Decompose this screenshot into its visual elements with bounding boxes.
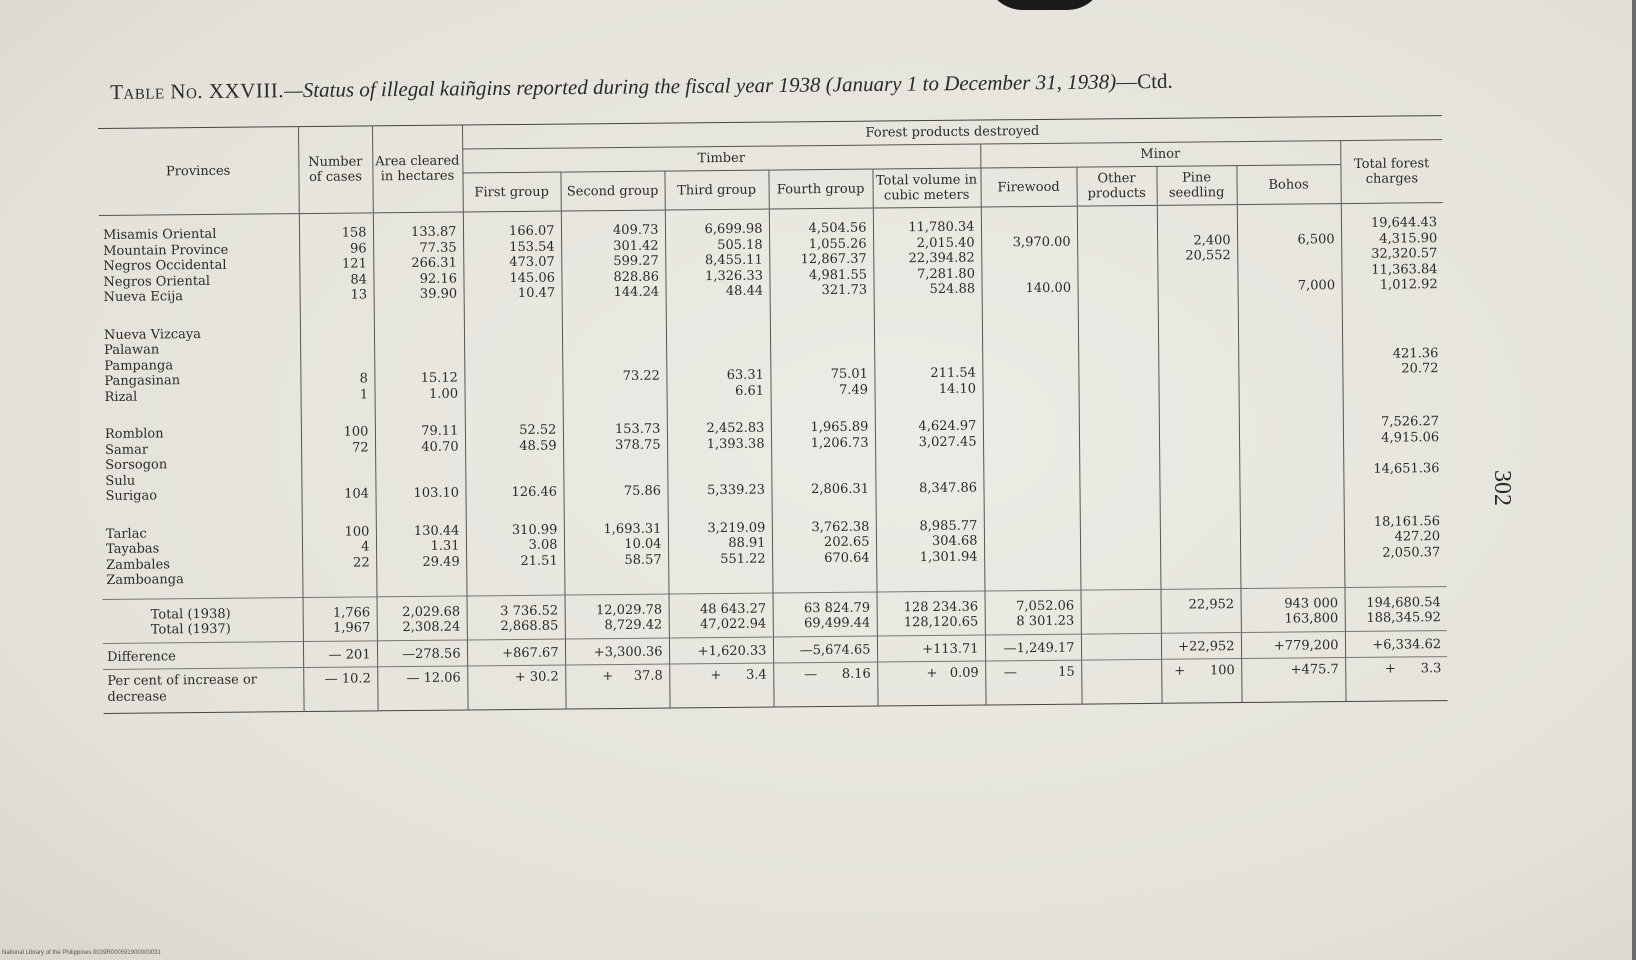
difference-cases: — 201 (303, 640, 377, 667)
firewood-values (982, 306, 1079, 406)
first-group-values: 310.99 3.08 21.51 (466, 510, 565, 595)
percent-firewood: — 15 (985, 660, 1081, 705)
total-volume-values: 11,780.34 2,015.40 22,394.82 7,281.80 524.88 (873, 207, 982, 308)
header-firewood: Firewood (980, 167, 1076, 207)
header-other-products: Other products (1076, 166, 1156, 206)
bohos-values: 6,500 7,000 (1237, 204, 1342, 305)
area-cleared-values: 130.44 1.31 29.49 (376, 511, 467, 596)
totals-cases: 1,766 1,967 (303, 596, 377, 641)
header-second-group: Second group (560, 171, 664, 211)
number-of-cases-values: 158 96 121 84 13 (299, 213, 374, 314)
pine-seedling-values (1158, 305, 1239, 405)
difference-first-group: +867.67 (467, 639, 565, 666)
area-cleared-values: 15.12 1.00 (374, 312, 465, 412)
fourth-group-values: 4,504.56 1,055.26 12,867.37 4,981.55 321.73 (769, 208, 874, 309)
percent-fourth-group: — 8.16 (773, 662, 877, 707)
percent-bohos: +475.7 (1241, 658, 1345, 703)
total-volume-values: 8,985.77 304.68 1,301.94 (876, 506, 985, 592)
table-number: Table No. XXVIII. (110, 78, 285, 104)
third-group-values: 2,452.83 1,393.38 5,339.23 (667, 409, 772, 509)
difference-bohos: +779,200 (1241, 631, 1345, 658)
total-forest-charges-values: 19,644.43 4,315.90 32,320.57 11,363.84 1,012.92 (1341, 203, 1444, 304)
table-container (98, 115, 1448, 714)
pine-seedling-values: 2,400 20,552 (1157, 205, 1238, 306)
difference-area: —278.56 (377, 639, 467, 666)
totals-labels: Total (1938) Total (1937) (103, 597, 303, 643)
header-pine-seedling: Pine seedling (1156, 166, 1236, 206)
first-group-values: 52.52 48.59 126.46 (465, 411, 564, 511)
difference-second-group: +3,300.36 (565, 638, 669, 665)
table-body (99, 203, 1448, 714)
table-row-group (99, 203, 1444, 316)
totals-pine-seedling: 22,952 (1160, 588, 1240, 633)
table-continued: —Ctd. (1116, 68, 1173, 94)
firewood-values (984, 505, 1081, 590)
number-of-cases-values: 100 4 22 (302, 512, 377, 597)
other-products-values (1077, 205, 1158, 306)
first-group-values (464, 311, 563, 411)
fourth-group-values: 3,762.38 202.65 670.64 (772, 507, 877, 592)
header-bohos: Bohos (1236, 165, 1340, 205)
other-products-values (1080, 504, 1161, 589)
second-group-values: 409.73 301.42 599.27 828.86 144.24 (561, 210, 666, 311)
table-row-group (102, 502, 1447, 599)
header-third-group: Third group (664, 170, 768, 210)
percent-pine-seedling: + 100 (1161, 659, 1241, 704)
totals-bohos: 943 000 163,800 (1240, 587, 1344, 632)
difference-label: Difference (103, 641, 303, 669)
difference-third-group: +1,620.33 (669, 637, 773, 664)
firewood-values (983, 406, 1080, 506)
totals-other-products (1080, 589, 1160, 634)
second-group-values: 153.73 378.75 75.86 (563, 410, 668, 510)
totals-first-group: 3 736.52 2,868.85 (467, 595, 565, 640)
percent-first-group: + 30.2 (467, 665, 565, 710)
total-forest-charges-values: 7,526.27 4,915.06 14,651.36 (1343, 402, 1446, 502)
percent-area: — 12.06 (377, 666, 467, 711)
province-names: Romblon Samar Sorsogon Sulu Surigao (104, 426, 168, 504)
fourth-group-values: 75.01 7.49 (770, 308, 875, 408)
bohos-values (1239, 403, 1344, 503)
total-forest-charges-values: 18,161.56 427.20 2,050.37 (1344, 502, 1447, 587)
fourth-group-values: 1,965.89 1,206.73 2,806.31 (771, 408, 876, 508)
kaingins-table (98, 115, 1448, 714)
percent-total-volume: + 0.09 (877, 661, 985, 706)
header-timber: Timber (462, 144, 980, 173)
table-caption: —Status of illegal kaiñgins reported during the fiscal year 1938 (January 1 to December 31, 1938) (283, 69, 1117, 103)
table-title (110, 66, 1460, 105)
totals-second-group: 12,029.78 8,729.42 (564, 594, 668, 639)
bohos-values (1238, 304, 1343, 404)
header-total-forest-charges: Total forest charges (1340, 140, 1443, 204)
header-fourth-group: Fourth group (768, 169, 872, 209)
difference-pine-seedling: +22,952 (1161, 632, 1241, 659)
province-names: Nueva Vizcaya Palawan Pampanga Pangasinan Rizal (103, 326, 202, 405)
third-group-values: 3,219.09 88.91 551.22 (668, 508, 773, 593)
scan-credit: National Library of the Philippines 0039R000591900000031 (2, 950, 161, 956)
table-header (98, 116, 1443, 216)
pine-seedling-values (1159, 404, 1240, 504)
totals-total-volume: 128 234.36 128,120.65 (876, 591, 984, 636)
other-products-values (1079, 405, 1160, 505)
header-first-group: First group (462, 172, 560, 212)
third-group-values: 63.31 6.61 (666, 309, 771, 409)
first-group-values: 166.07 153.54 473.07 145.06 10.47 (463, 211, 562, 312)
header-forest-products-destroyed: Forest products destroyed (462, 116, 1442, 149)
province-names: Tarlac Tayabas Zambales Zamboanga (105, 526, 184, 588)
firewood-values: 3,970.00 140.00 (981, 206, 1078, 307)
percent-forest-charges: + 3.3 (1345, 657, 1448, 702)
pine-seedling-values (1160, 504, 1241, 589)
totals-third-group: 48 643.27 47,022.94 (668, 593, 772, 638)
header-area-cleared: Area cleared in hectares (372, 125, 463, 213)
third-group-values: 6,699.98 505.18 8,455.11 1,326.33 48.44 (665, 209, 770, 310)
percent-third-group: + 3.4 (669, 663, 773, 708)
second-group-values: 73.22 (562, 310, 667, 410)
page-edge (1632, 0, 1636, 960)
number-of-cases-values: 8 1 (300, 313, 375, 413)
area-cleared-values: 133.87 77.35 266.31 92.16 39.90 (373, 212, 464, 313)
table-row-group (100, 303, 1445, 415)
totals-area: 2,029.68 2,308.24 (377, 595, 467, 640)
percent-second-group: + 37.8 (565, 664, 669, 709)
totals-fourth-group: 63 824.79 69,499.44 (772, 592, 876, 637)
difference-forest-charges: +6,334.62 (1345, 630, 1447, 657)
difference-firewood: —1,249.17 (985, 634, 1081, 661)
header-provinces: Provinces (98, 127, 299, 216)
header-minor: Minor (980, 141, 1340, 168)
bohos-values (1240, 503, 1345, 588)
difference-fourth-group: —5,674.65 (773, 636, 877, 663)
header-number-of-cases: Number of cases (298, 126, 373, 214)
province-names: Misamis Oriental Mountain Province Negros Occidental Negros Oriental Nueva Ecija (102, 226, 229, 305)
percent-change-label: Per cent of increase or decrease (103, 668, 303, 714)
percent-cases: — 10.2 (303, 667, 377, 712)
totals-firewood: 7,052.06 8 301.23 (984, 590, 1080, 635)
total-volume-values: 4,624.97 3,027.45 8,347.86 (875, 407, 984, 508)
totals-forest-charges: 194,680.54 188,345.92 (1344, 586, 1447, 631)
other-products-values (1078, 305, 1159, 405)
total-forest-charges-values: 421.36 20.72 (1342, 303, 1445, 403)
second-group-values: 1,693.31 10.04 58.57 (564, 509, 669, 594)
total-volume-values: 211.54 14.10 (874, 307, 983, 408)
page-number: 302 (1489, 470, 1515, 506)
table-row-group (101, 402, 1446, 514)
percent-other-products (1081, 659, 1161, 704)
area-cleared-values: 79.11 40.70 103.10 (375, 411, 466, 511)
scan-blot (985, 0, 1105, 10)
header-total-volume: Total volume in cubic meters (872, 168, 980, 208)
difference-other-products (1081, 633, 1161, 660)
difference-total-volume: +113.71 (877, 635, 985, 663)
number-of-cases-values: 100 72 104 (301, 412, 376, 512)
